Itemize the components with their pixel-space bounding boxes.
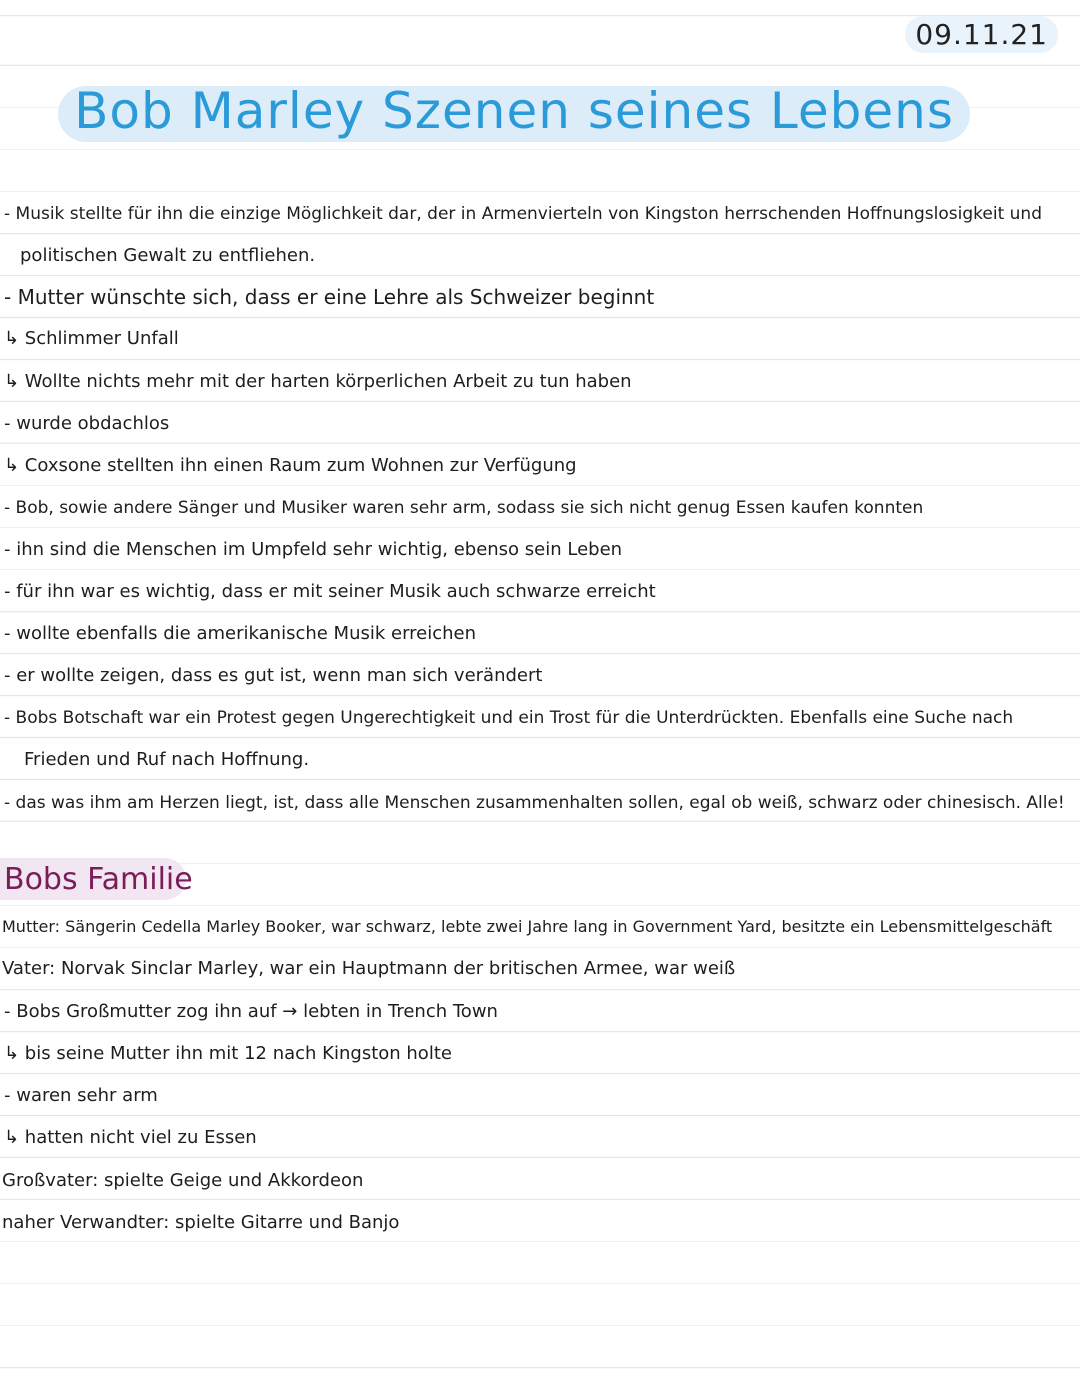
family-line: ↳ hatten nicht viel zu Essen [4, 1127, 257, 1148]
family-line: Großvater: spielte Geige und Akkordeon [2, 1170, 364, 1191]
family-line: Mutter: Sängerin Cedella Marley Booker, war schwarz, lebte zwei Jahre lang in Government Yard, besitzte ein Lebensmittelgeschäft [2, 917, 1053, 936]
title-highlight [58, 82, 970, 142]
page-title: Bob Marley Szenen seines Lebens [74, 82, 954, 140]
date-label: 09.11.21 [905, 16, 1058, 53]
note-line: ↳ Coxsone stellten ihn einen Raum zum Wohnen zur Verfügung [4, 455, 577, 476]
note-line: - wollte ebenfalls die amerikanische Musik erreichen [4, 623, 477, 644]
family-line: naher Verwandter: spielte Gitarre und Banjo [2, 1212, 400, 1233]
section-title: Bobs Familie [4, 862, 193, 897]
note-line: - Bobs Botschaft war ein Protest gegen Ungerechtigkeit und ein Trost für die Unterdrückten. Ebenfalls eine Suche nach [4, 708, 1014, 728]
note-line: - das was ihm am Herzen liegt, ist, dass alle Menschen zusammenhalten sollen, egal ob weiß, schwarz oder chinesisch. Alle! [4, 793, 1065, 813]
family-line: - waren sehr arm [4, 1085, 158, 1106]
section-highlight [0, 858, 193, 900]
note-line: ↳ Wollte nichts mehr mit der harten körperlichen Arbeit zu tun haben [4, 371, 632, 392]
note-line: - Bob, sowie andere Sänger und Musiker waren sehr arm, sodass sie sich nicht genug Essen kaufen konnten [4, 498, 924, 518]
note-line: - wurde obdachlos [4, 413, 170, 434]
note-line: politischen Gewalt zu entfliehen. [20, 245, 316, 266]
family-line: - Bobs Großmutter zog ihn auf → lebten in Trench Town [4, 1001, 498, 1022]
note-line: - er wollte zeigen, dass es gut ist, wenn man sich verändert [4, 665, 543, 686]
family-line: ↳ bis seine Mutter ihn mit 12 nach Kingston holte [4, 1043, 452, 1064]
note-line: - für ihn war es wichtig, dass er mit seiner Musik auch schwarze erreicht [4, 581, 656, 602]
note-line: - ihn sind die Menschen im Umpfeld sehr wichtig, ebenso sein Leben [4, 539, 623, 560]
note-line: - Musik stellte für ihn die einzige Möglichkeit dar, der in Armenvierteln von Kingston herrschenden Hoffnungslosigkeit und [4, 204, 1042, 224]
note-line: - Mutter wünschte sich, dass er eine Lehre als Schweizer beginnt [4, 285, 655, 309]
family-line: Vater: Norvak Sinclar Marley, war ein Hauptmann der britischen Armee, war weiß [2, 958, 736, 979]
note-line: ↳ Schlimmer Unfall [4, 328, 179, 349]
note-line: Frieden und Ruf nach Hoffnung. [24, 749, 310, 770]
